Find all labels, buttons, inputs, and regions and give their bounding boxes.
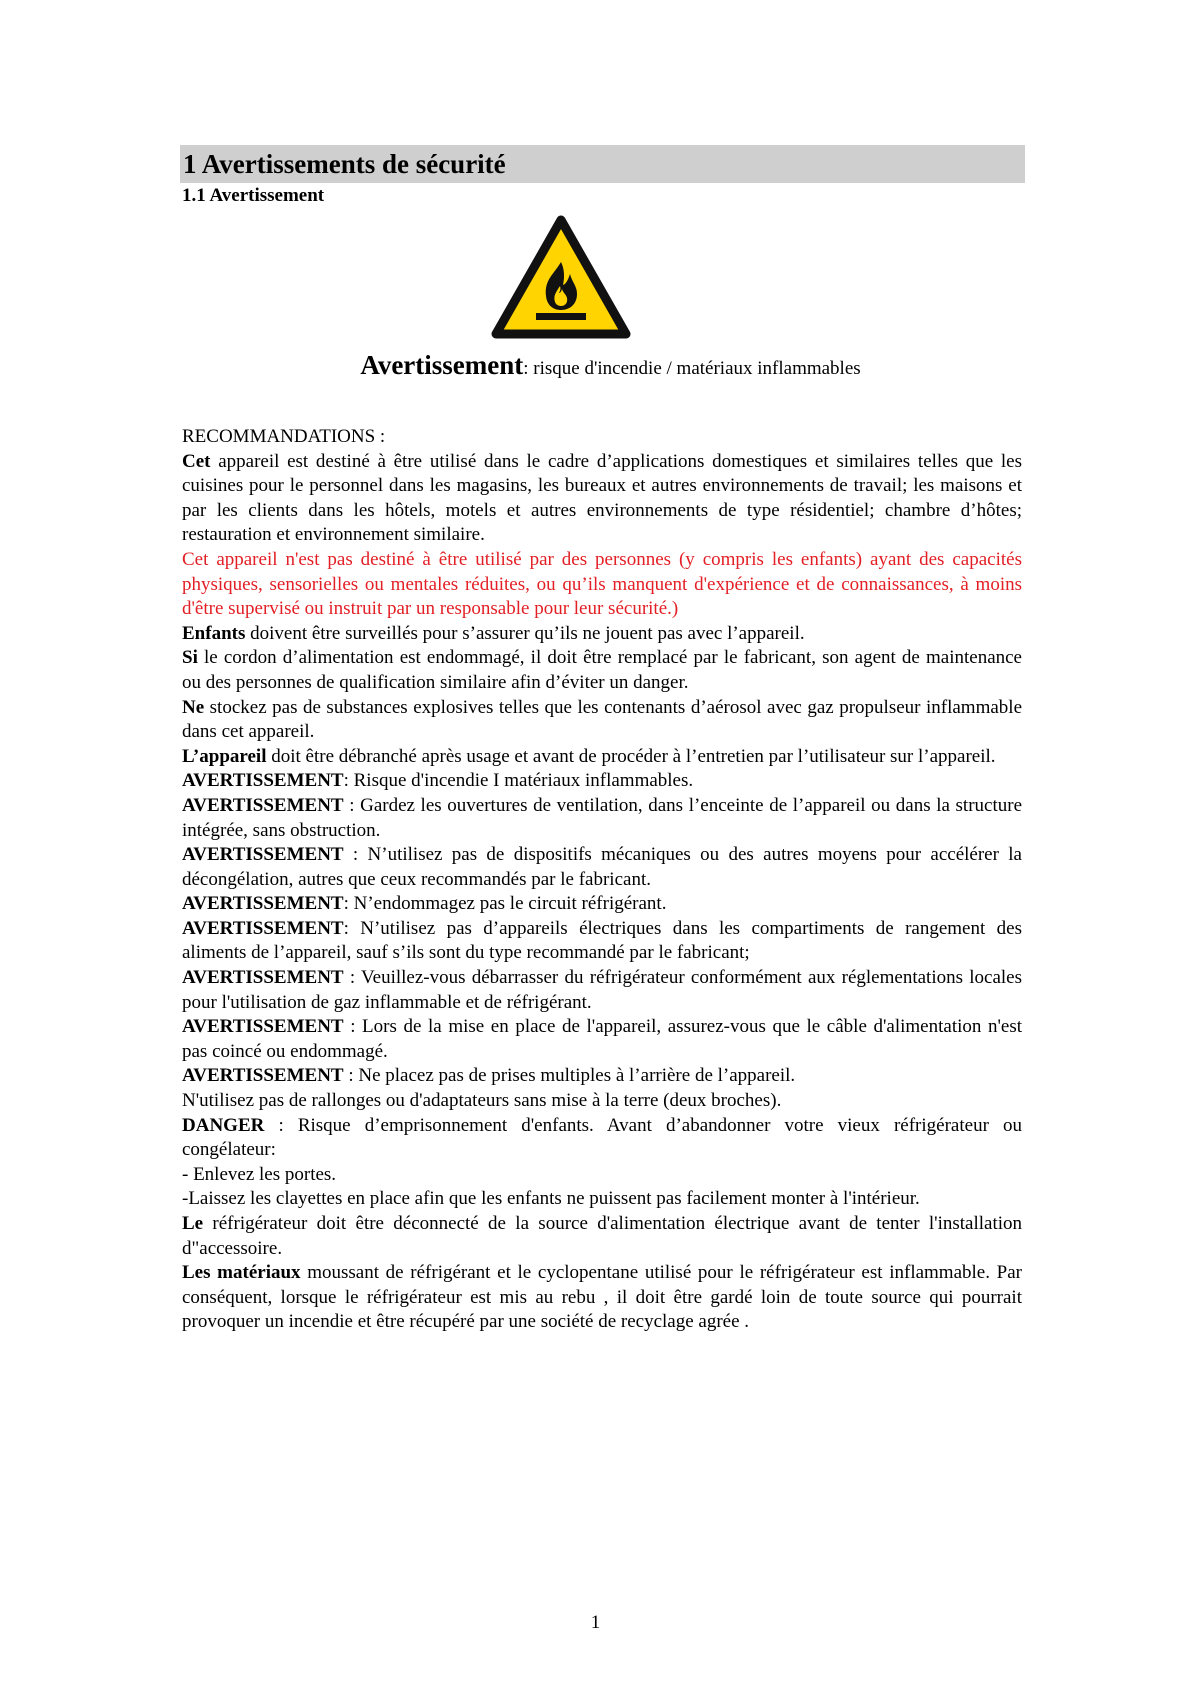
safety-text [182,425,1022,1335]
section-heading: 1 Avertissements de sécurité [180,145,1025,183]
safety-paragraph [182,843,1022,892]
safety-paragraph [182,917,1022,966]
paragraph-text: - Enlevez les portes. [182,1163,337,1185]
warning-caption-text: : risque d'incendie / matériaux inflammables [523,358,861,379]
paragraph-lead: AVERTISSEMENT [182,844,344,866]
paragraph-text: : Ne placez pas de prises multiples à l’arrière de l’appareil. [343,1065,796,1087]
paragraph-text: : N’utilisez pas d’appareils électriques dans les compartiments de rangement des aliments de l’appareil, sauf s’ils sont du type recommandé par le fabricant; [182,917,1022,964]
safety-paragraph [182,794,1022,843]
flame-base-bar [536,313,586,320]
paragraph-lead: Si [182,647,198,669]
paragraph-lead: Ne [182,696,205,718]
paragraph-lead: Cet [182,450,211,472]
paragraph-text: : Gardez les ouvertures de ventilation, dans l’enceinte de l’appareil ou dans la structure intégrée, sans obstruction. [182,794,1022,841]
paragraph-text: : Risque d’emprisonnement d'enfants. Avant d’abandonner votre vieux réfrigérateur ou congélateur: [182,1114,1022,1161]
paragraph-lead: DANGER [182,1114,265,1136]
paragraph-text: Cet appareil n'est pas destiné à être utilisé par des personnes (y compris les enfants) ayant des capacités physiques, sensorielles ou mentales réduites, ou qu’ils manquent d'expérience et de connaissances, à moins d'être supervisé ou instruit par un responsable pour leur sécurité.) [182,548,1022,620]
safety-paragraph [182,1089,1022,1114]
subsection-heading: 1.1 Avertissement [182,185,325,206]
paragraph-text: stockez pas de substances explosives telles que les contenants d’aérosol avec gaz propulseur inflammable dans cet appareil. [182,696,1022,743]
paragraph-lead: AVERTISSEMENT [182,1065,344,1087]
paragraph-lead: AVERTISSEMENT [182,917,344,939]
safety-paragraph [182,1114,1022,1163]
safety-paragraph [182,1187,1022,1212]
safety-paragraph [182,966,1022,1015]
paragraph-lead: AVERTISSEMENT [182,794,344,816]
warning-caption-strong: Avertissement [360,350,524,380]
safety-paragraph [182,622,1022,647]
warning-caption [0,348,1191,386]
paragraph-text: : Lors de la mise en place de l'appareil, assurez-vous que le câble d'alimentation n'est pas coincé ou endommagé. [182,1016,1022,1062]
paragraph-lead: AVERTISSEMENT [182,967,344,989]
paragraph-lead: L’appareil [182,745,267,767]
page-number: 1 [590,1612,601,1633]
paragraph-text: le cordon d’alimentation est endommagé, il doit être remplacé par le fabricant, son agent de maintenance ou des personnes de qualification similaire afin d’éviter un danger. [182,647,1022,693]
paragraph-text: : N’utilisez pas de dispositifs mécaniques ou des autres moyens pour accélérer la décongélation, autres que ceux recommandés par le fabricant. [182,844,1022,890]
safety-paragraph [182,1015,1022,1064]
paragraph-lead: Les matériaux [182,1262,301,1284]
safety-paragraph [182,1261,1022,1335]
safety-paragraph [182,892,1022,917]
paragraph-text: réfrigérateur doit être déconnecté de la source d'alimentation électrique avant de tenter l'installation d"accessoire. [182,1213,1022,1259]
safety-paragraph [182,450,1022,548]
paragraph-list [182,450,1022,1335]
safety-paragraph [182,1212,1022,1261]
paragraph-text: moussant de réfrigérant et le cyclopentane utilisé pour le réfrigérateur est inflammable. Par conséquent, lorsque le réfrigérateur est mis au rebu , il doit être gardé loin de toute source qui pourrait provoquer un incendie et être récupéré par une société de recyclage agrée . [182,1262,1022,1333]
paragraph-lead: Le [182,1213,204,1234]
paragraph-lead: AVERTISSEMENT [182,893,344,915]
safety-paragraph [182,745,1022,770]
safety-paragraph [182,1064,1022,1089]
safety-paragraph [182,696,1022,745]
safety-paragraph [182,1163,1022,1188]
recommendations-label: RECOMMANDATIONS : [182,426,386,447]
safety-paragraph [182,646,1022,695]
paragraph-text: : N’endommagez pas le circuit réfrigérant. [343,893,667,915]
paragraph-text: : Risque d'incendie I matériaux inflammables. [343,770,694,792]
paragraph-lead: AVERTISSEMENT [182,1016,344,1038]
paragraph-text: : Veuillez-vous débarrasser du réfrigérateur conformément aux réglementations locales pour l'utilisation de gaz inflammable et de réfrigérant. [182,967,1022,1013]
flammable-warning-icon [490,214,632,340]
paragraph-text: N'utilisez pas de rallonges ou d'adaptateurs sans mise à la terre (deux broches). [182,1090,782,1112]
paragraph-lead: AVERTISSEMENT [182,770,344,792]
paragraph-text: doit être débranché après usage et avant de procéder à l’entretien par l’utilisateur sur l’appareil. [266,745,996,767]
paragraph-text: -Laissez les clayettes en place afin que les enfants ne puissent pas facilement monter à l'intérieur. [182,1188,920,1210]
paragraph-lead: Enfants [182,622,246,644]
safety-paragraph [182,548,1022,622]
paragraph-text: appareil est destiné à être utilisé dans le cadre d’applications domestiques et similaires telles que les cuisines pour le personnel dans les magasins, les bureaux et autres environnements de travail; les maisons et par les clients dans les hôtels, motels et autres environnements de type résidentiel; chambre d’hôtes; restauration et environnement similaire. [182,450,1022,546]
paragraph-text: doivent être surveillés pour s’assurer qu’ils ne jouent pas avec l’appareil. [245,622,805,644]
safety-paragraph [182,769,1022,794]
